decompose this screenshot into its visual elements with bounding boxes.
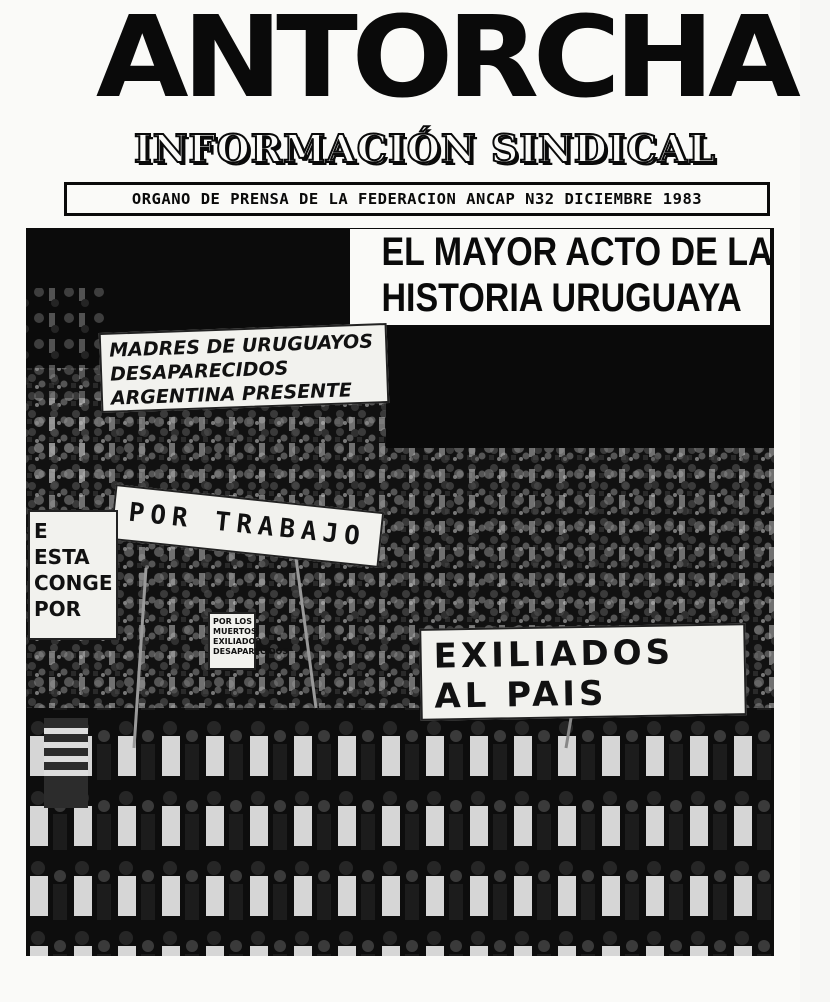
banner-small-line-2: MUERTOS — [213, 627, 257, 636]
banner-trabajo-text: POR TRABAJO — [127, 497, 368, 553]
banner-left-line-2: ESTA — [34, 545, 90, 569]
banner-small-sign — [208, 612, 289, 670]
headline-block — [350, 229, 773, 325]
banner-small-line-1: POR LOS — [213, 617, 252, 626]
publication-info-text: ORGANO DE PRENSA DE LA FEDERACION ANCAP N32 DICIEMBRE 1983 — [131, 190, 703, 208]
banner-exiliados — [419, 623, 747, 721]
banner-exiliados-line-1: EXILIADOS — [433, 632, 675, 677]
banner-madres-line-3: ARGENTINA PRESENTE — [110, 379, 353, 410]
banner-exiliados-line-2: AL PAIS — [434, 673, 608, 717]
banner-left — [28, 510, 118, 640]
publication-info-box — [64, 182, 770, 216]
masthead-subtitle: INFORMACIÓN SINDICAL — [134, 126, 716, 171]
banner-left-line-4: POR — [34, 597, 82, 621]
banner-left-line-1: E — [34, 519, 48, 543]
banner-left-line-3: CONGE — [34, 571, 113, 595]
banner-small-line-4: DESAPARECIDOS — [213, 647, 289, 656]
headline-line-1: EL MAYOR ACTO DE LA — [381, 230, 773, 274]
banner-small-line-3: EXILIADOS — [213, 637, 262, 646]
banner-madres-line-1: MADRES DE URUGUAYOS — [108, 330, 374, 362]
banner-madres-line-2: DESAPARECIDOS — [109, 357, 289, 386]
banner-madres — [99, 323, 390, 413]
masthead-title: ANTORCHA — [95, 0, 795, 123]
headline-line-2: HISTORIA URUGUAYA — [381, 276, 742, 320]
